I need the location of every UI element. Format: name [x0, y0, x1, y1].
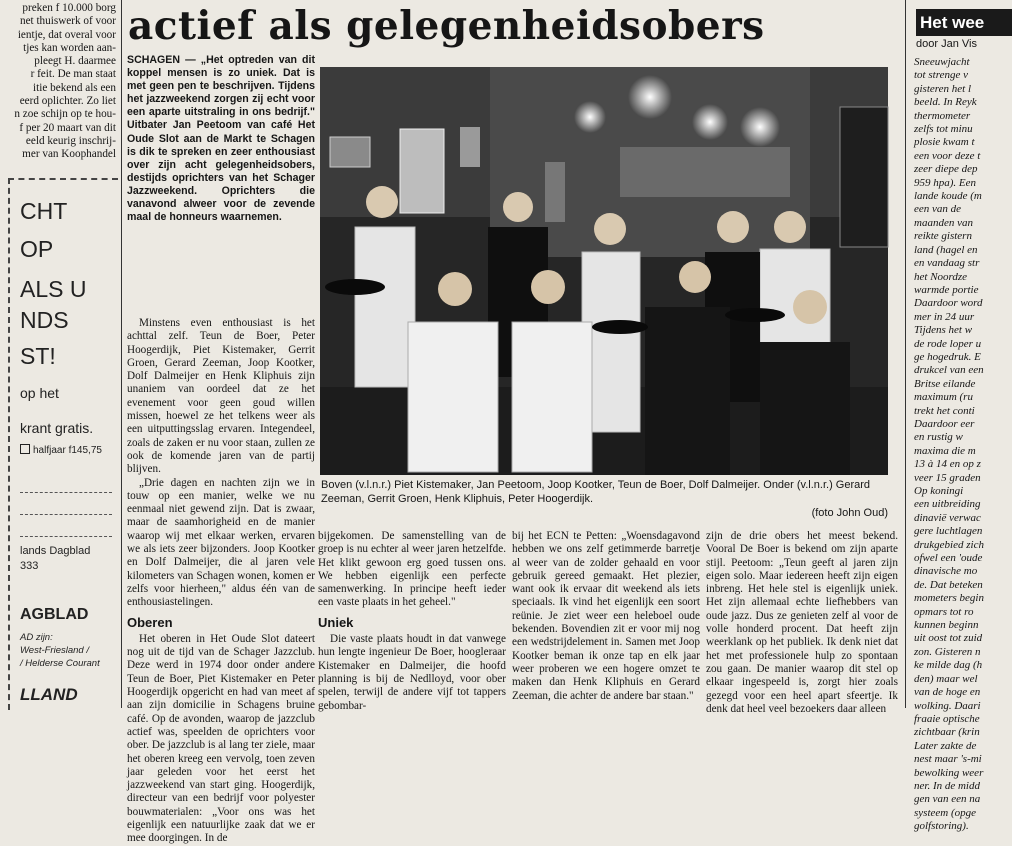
text-line: eeld keurig inschrij- [25, 134, 116, 147]
ad-paper: West-Friesland / [20, 645, 89, 656]
text-line: dinavië verwac [914, 511, 981, 524]
text-line: zeer diepe dep [914, 163, 978, 176]
text-line: net thuiswerk of voor [19, 15, 116, 28]
text-line: ner. In de midd [914, 779, 980, 792]
text-line: Daardoor word [914, 297, 983, 310]
form-field-line[interactable] [20, 480, 112, 493]
text-line: een van de [914, 203, 962, 216]
ad-offer: op het [20, 385, 59, 401]
ad-price-text: halfjaar f145,75 [33, 445, 102, 456]
text-line: ke milde dag (h [914, 659, 983, 672]
text-line: maximum (ru [914, 391, 973, 404]
ad-line: OP [20, 236, 54, 262]
ad-price [20, 444, 102, 456]
text-line: beeld. In Reyk [914, 96, 977, 109]
article-body-column-1 [127, 317, 315, 846]
text-line: Britse eilande [914, 377, 976, 390]
text-line: mer van Koophandel [22, 148, 116, 161]
text-line: thermometer [914, 109, 971, 122]
text-line: gen van een na [914, 793, 981, 806]
text-line: itie bekend als een [33, 81, 116, 94]
text-line: mer in 24 uur [914, 310, 975, 323]
text-line: een voor deze t [914, 149, 981, 162]
text-line: een uitbreiding [914, 498, 981, 511]
text-line: warmde portie [914, 283, 979, 296]
ad-free: krant gratis. [20, 420, 94, 436]
ad-line: ST! [20, 343, 56, 369]
photo-credit: (foto John Oud) [811, 507, 888, 519]
text-line: nest maar 's-mi [914, 753, 982, 766]
column-rule [121, 0, 122, 708]
text-line: pleegt H. daarmee [34, 55, 116, 68]
ad-paper: / Helderse Courant [20, 658, 100, 669]
text-line: bewolking weer [914, 766, 984, 779]
ad-papers-label: AD zijn: [20, 632, 53, 643]
text-line: maxima die m [914, 444, 976, 457]
text-line: gere luchtlagen [914, 525, 983, 538]
paragraph: Die vaste plaats houdt in dat vanwege hun lengte ingenieur De Boer, hoogleraar Kistemaker en Dalmeijer, die hoofd planning is bij de Nedlloyd, voor ober spelen, terwijl de andere vijf tot tappers gebombar- [318, 633, 506, 712]
article-intro: SCHAGEN — „Het optreden van dit koppel mensen is zo uniek. Dat is met geen pen te beschrijven. Tijdens het jazzweekend zorgen zij echt voor een aparte uitstraling in ons bedrijf." Uitbater Jan Peetoom van café Het Oude Slot aan de Markt te Schagen is dik te spreken en zeer enthousiast over zijn acht gelegenheidsobers, destijds oprichters van het Schager Jazzweekend. Oprichters die vanavond alweer voor de zevende maal de honneurs waarnemen. [127, 54, 315, 224]
text-line: de. Dat beteken [914, 578, 983, 591]
ad-line: NDS [20, 307, 69, 333]
ad-logo: AGBLAD [20, 606, 89, 623]
text-line: opmars tot ro [914, 605, 974, 618]
subscription-ad [8, 178, 118, 710]
subheading-oberen: Oberen [127, 614, 173, 630]
text-line: f per 20 maart van dit [19, 121, 116, 134]
text-line: lande koude (m [914, 190, 982, 203]
text-line: 13 à 14 en op z [914, 458, 981, 471]
ad-line: CHT [20, 198, 68, 224]
ad-number: 333 [20, 560, 39, 572]
text-line: Op koningi [914, 485, 964, 497]
photo-caption: Boven (v.l.n.r.) Piet Kistemaker, Jan Peetoom, Joop Kootker, Teun de Boer, Dolf Dalmeijer. Onder (v.l.n.r.) Gerard Zeeman, Gerrit Groen, Henk Kliphuis, Peter Hoogerdijk. [321, 479, 871, 505]
text-line: drukgebied zich [914, 538, 984, 551]
text-line: fraaie optische [914, 712, 980, 725]
text-line: de rode loper u [914, 337, 982, 350]
ad-line: ALS U [20, 276, 87, 302]
subheading-uniek: Uniek [318, 614, 354, 630]
text-line: zichtbaar (krin [914, 726, 980, 739]
text-line: zelfs tot minu [914, 123, 973, 136]
text-line: zon. Gisteren n [914, 645, 981, 658]
paragraph: „Drie dagen en nachten zijn we in touw op een manier, welke we nu eenmaal niet gewend zijn. Dat is zwaar, maar de saamhorigheid en de manier waarop wij met elkaar werken, ervaren we als iets zeer bijzonders. Joop Kootker en Dolf Dalmeijer, die al jaren vele kilometers van Schagen wonen, komen er zelfs voor hierheen," aldus één van de enthousiastelingen. [127, 476, 315, 609]
text-line: Later zakte de [914, 739, 977, 752]
text-line: van de hoge en [914, 686, 981, 699]
text-line: preken f 10.000 borg [22, 2, 116, 14]
paragraph: bijgekomen. De samenstelling van de groep is nu echter al weer jaren hetzelfde. Het klikt gewoon erg goed tussen ons. We hebben eigenlijk een perfecte samenwerking. In principe heeft ieder een vaste plaats in het geheel." [318, 530, 506, 609]
text-line: het Noordze [914, 270, 968, 283]
article-body-column-2 [318, 530, 506, 713]
form-field-line[interactable] [20, 502, 112, 515]
text-line: uit oost tot zuid [914, 632, 983, 645]
text-line: tot strenge v [914, 69, 968, 82]
text-line: golfstoring). [914, 820, 969, 833]
text-line: ofwel een 'oude [914, 552, 983, 565]
text-line: veer 15 graden [914, 471, 981, 484]
weather-column-text [914, 56, 1008, 834]
text-line: eerd oplichter. Zo liet [19, 95, 116, 108]
column-rule [905, 0, 906, 708]
text-line: plosie kwam t [914, 136, 975, 149]
weather-column-header: Het wee [916, 9, 1012, 36]
paragraph: Minstens even enthousiast is het achttal zelf. Teun de Boer, Peter Hoogerdijk, Piet Kistemaker, Gerrit Groen, Gerard Zeeman, Joop Kootker, Dolf Dalmeijer en Henk Kliphuis zijn unaniem van oordeel dat ze het evenement voor geen goud willen missen, hoewel ze het telkens weer als een uitputtingsslag ervaren. Integendeel, zoals de zaken er nu voor staan, zullen ze ook de komende jaren van de partij blijven. [127, 317, 315, 476]
text-line: en vandaag str [914, 257, 980, 270]
text-line: en rustig w [914, 431, 963, 444]
text-line: land (hagel en [914, 243, 978, 256]
ad-bottom-logo: LLAND [20, 685, 78, 704]
text-line: maanden van [914, 216, 973, 229]
checkbox-icon[interactable] [20, 444, 30, 454]
left-news-column [0, 2, 116, 162]
text-line: trekt het conti [914, 404, 975, 417]
text-line: 959 hpa). Een [914, 176, 977, 189]
text-line: Sneeuwjacht [914, 56, 970, 68]
text-line: systeem (opge [914, 806, 977, 819]
photo-illustration [320, 67, 888, 475]
text-line: kunnen beginn [914, 619, 979, 632]
text-line: dinavische mo [914, 565, 978, 578]
article-body-column-4: zijn de drie obers het meest bekend. Vooral De Boer is bekend om zijn aparte stijl. Peetoom: „Teun geeft al jaren zijn eigen solo. Maar iedereen heeft zijn eigen inbreng. Het hele stel is eigenlijk uniek. Het zijn allemaal echte liefhebbers van oude jazz. Dus ze genieten zelf al voor de volle honderd procent. Dat heeft zijn weerklank op het publiek. Ik denk niet dat het met professionele hulp zo spontaan zou gaan. De manier waarop dit stel op elkaar ingespeeld is, zorgt hier zoals gezegd voor een heel apart sfeertje. Ik denk dat heel veel bezoekers daar alleen [706, 530, 898, 715]
text-line: ientje, dat overal voor [17, 28, 116, 41]
text-line: gisteren het l [914, 82, 972, 95]
text-line: drukcel van een [914, 364, 984, 377]
text-line: Tijdens het w [914, 324, 973, 337]
weather-byline: door Jan Vis [916, 38, 977, 50]
group-photo [320, 67, 888, 475]
text-line: Daardoor eer [914, 417, 975, 430]
article-body-column-3: bij het ECN te Petten: „Woensdagavond hebben we ons zelf getimmerde barretje al weer van de zolder gehaald en voor gebruik gereed gemaakt. Het plezier, want ook ik ervaar dit weekend als iets speciaals. Ik vind het eigenlijk een soort reünie. Je ziet weer een heleboel oude bekenden. Bovendien zit er voor mij nog een wedstrijdelement in. Samen met Joop Kootker beman ik onze tap en elk jaar weer proberen we een hogere omzet te maken dan Henk Kliphuis en Gerard Zeeman, die achter de andere bar staan." [512, 530, 700, 702]
text-line: wolking. Daari [914, 699, 981, 712]
text-line: reikte gistern [914, 230, 972, 243]
headline: actief als gelegenheidsobers [128, 3, 765, 49]
text-line: den) maar wel [914, 672, 978, 685]
ad-publisher: lands Dagblad [20, 545, 91, 557]
text-line: tjes kan worden aan- [23, 41, 116, 54]
text-line: n zoe schijn op te hou- [14, 108, 116, 121]
text-line: ge hogedruk. E [914, 350, 981, 363]
paragraph: Het oberen in Het Oude Slot dateert nog uit de tijd van de Schager Jazzclub. Deze werd in 1974 door onder andere Teun de Boer, Piet Kistemaker en Peter Hoogerdijk opgericht en had van meet af aan zijn domicilie in Schagens bruine café. Op de avonden, waarop de jazzclub actief was, speelden de oprichters voor ober. De jazzclub is al lang ter ziele, maar het oberen kreeg een vervolg, toen zeven jaar geleden voor het eerst het jazzweekend van start ging. Hoogerdijk, directeur van een bedrijf voor polyester bouwmaterialen: „Voor ons was het eigenlijk een natuurlijke zaak dat we er mee doorgingen. In de [127, 632, 315, 845]
form-field-line[interactable] [20, 524, 112, 537]
text-line: r feit. De man staat [30, 68, 116, 81]
text-line: mometers begin [914, 592, 984, 605]
